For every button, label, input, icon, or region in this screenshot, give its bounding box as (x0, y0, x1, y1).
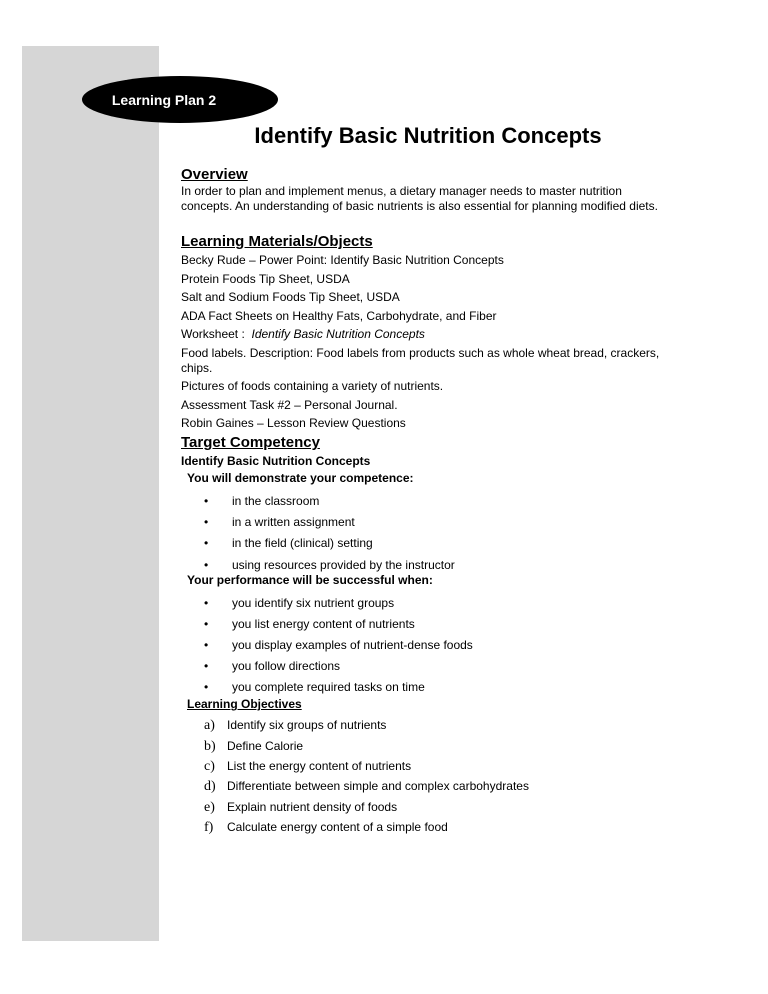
bullet-icon: • (204, 595, 209, 610)
sidebar-band (22, 46, 159, 941)
list-item: • in the classroom (204, 494, 320, 508)
objective-item: d) Differentiate between simple and complex carbohydrates (204, 779, 529, 795)
materials-heading: Learning Materials/Objects (181, 233, 373, 250)
performance-list (181, 596, 661, 696)
objectives-list (181, 718, 661, 835)
material-item: Worksheet : Identify Basic Nutrition Concepts (181, 327, 425, 341)
badge-label: Learning Plan 2 (111, 91, 217, 108)
list-item: • in a written assignment (204, 515, 355, 530)
material-item: Assessment Task #2 – Personal Journal. (181, 397, 398, 412)
bullet-icon: • (204, 557, 209, 572)
material-item: Becky Rude – Power Point: Identify Basic Nutrition Concepts (181, 253, 504, 267)
material-item: Pictures of foods containing a variety of nutrients. (181, 379, 444, 393)
bullet-icon: • (204, 515, 209, 530)
bullet-icon: • (204, 637, 209, 652)
competency-section (181, 434, 661, 695)
material-item: Robin Gaines – Lesson Review Questions (181, 416, 406, 430)
demonstrate-label: You will demonstrate your competence: (187, 471, 414, 485)
objective-item: b) Define Calorie (204, 738, 304, 754)
list-item: • in the field (clinical) setting (204, 536, 373, 551)
performance-label: Your performance will be successful when: (187, 572, 433, 587)
overview-heading: Overview (181, 166, 248, 183)
bullet-icon: • (204, 680, 209, 695)
demonstrate-list (181, 494, 661, 573)
objective-item: c) List the energy content of nutrients (204, 759, 412, 775)
material-item: Salt and Sodium Foods Tip Sheet, USDA (181, 290, 400, 304)
list-item: • you follow directions (204, 659, 341, 674)
bullet-icon: • (204, 659, 209, 674)
objectives-section (181, 697, 661, 835)
list-item: • you list energy content of nutrients (204, 616, 415, 631)
material-item: Protein Foods Tip Sheet, USDA (181, 271, 350, 286)
main-content (181, 166, 661, 841)
material-item: ADA Fact Sheets on Healthy Fats, Carbohydrate, and Fiber (181, 308, 497, 323)
learning-plan-badge (82, 76, 278, 123)
list-item: • you complete required tasks on time (204, 680, 425, 695)
materials-section (181, 233, 661, 431)
page-title: Identify Basic Nutrition Concepts (254, 123, 602, 148)
list-item: • you identify six nutrient groups (204, 595, 395, 610)
list-item: • using resources provided by the instructor (204, 557, 455, 572)
objective-item: e) Explain nutrient density of foods (204, 799, 398, 815)
competency-heading: Target Competency (181, 434, 320, 451)
objective-item: f) Calculate energy content of a simple food (204, 820, 448, 836)
bullet-icon: • (204, 536, 209, 551)
list-item: • you display examples of nutrient-dense foods (204, 637, 473, 652)
material-item: Food labels. Description: Food labels from products such as whole wheat bread, crackers, chips. (181, 345, 660, 375)
competency-subheading: Identify Basic Nutrition Concepts (181, 454, 371, 468)
bullet-icon: • (204, 616, 209, 631)
overview-text: In order to plan and implement menus, a dietary manager needs to master nutrition concepts. An understanding of basic nutrients is also essential for planning modified diets. (181, 184, 658, 213)
overview-section (181, 166, 661, 214)
objective-item: a) Identify six groups of nutrients (204, 718, 387, 734)
bullet-icon: • (204, 494, 209, 508)
objectives-heading: Learning Objectives (187, 697, 302, 712)
